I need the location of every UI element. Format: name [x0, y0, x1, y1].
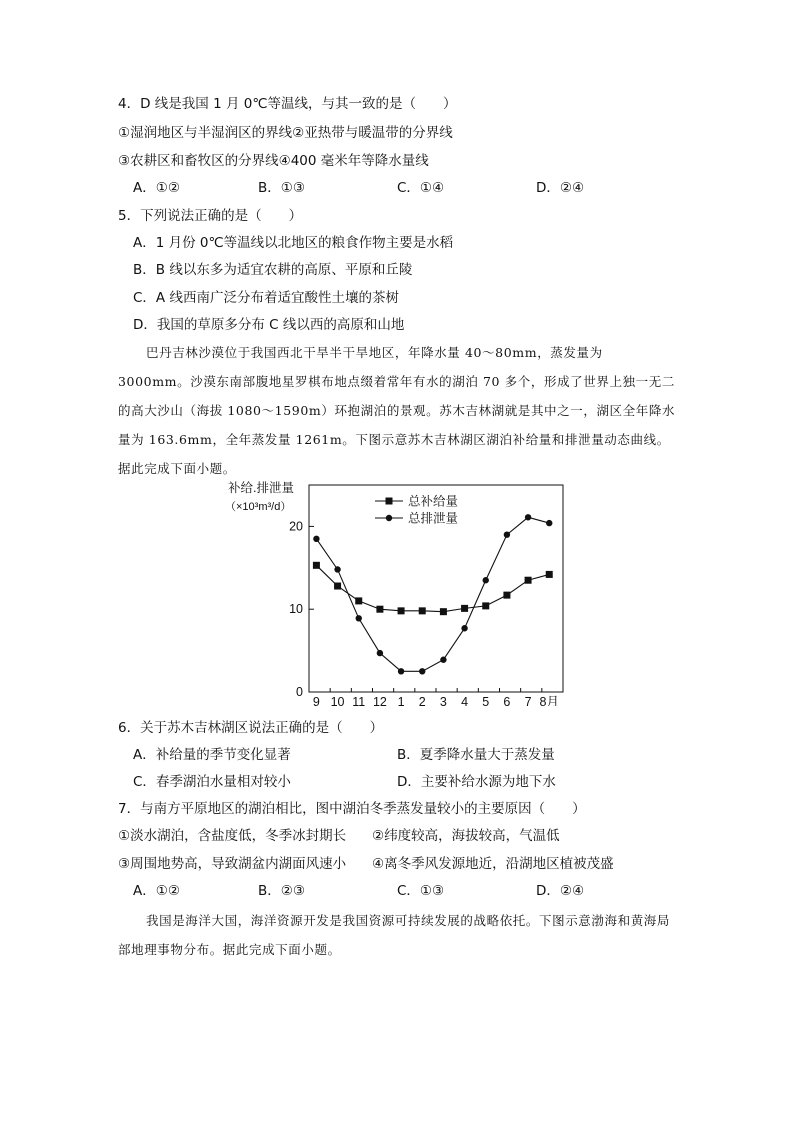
x-tick-label: 10	[330, 695, 345, 706]
q4-option-a: A．①②	[133, 180, 180, 196]
y-tick-label: 0	[296, 685, 303, 699]
recharge-point	[334, 583, 341, 590]
q4-statement-line-2: ③农耕区和畜牧区的分界线④400 毫米年等降水量线	[118, 153, 429, 169]
discharge-point	[313, 536, 319, 542]
recharge-point	[376, 606, 383, 613]
x-tick-label: 5	[482, 695, 490, 706]
discharge-point	[334, 566, 340, 572]
recharge-point	[313, 562, 320, 569]
q4-option-b: B．①③	[258, 180, 305, 196]
q6-option-b: B．夏季降水量大于蒸发量	[397, 747, 555, 763]
q5-option-c: C．A 线西南广泛分布着适宜酸性土壤的茶树	[133, 290, 399, 306]
recharge-point	[461, 605, 468, 612]
q5-option-d: D．我国的草原多分布 C 线以西的高原和山地	[133, 317, 405, 333]
recharge-point	[398, 607, 405, 614]
x-tick-label: 6	[503, 695, 511, 706]
legend-square-marker	[386, 498, 393, 505]
q7-statement-1: ①淡水湖泊，含盐度低，冬季冰封期长	[118, 828, 347, 844]
q7-stem: 7．与南方平原地区的湖泊相比，图中湖泊冬季蒸发量较小的主要原因（ ）	[118, 801, 586, 817]
discharge-point	[525, 514, 531, 520]
chart-ylabel: 补给.排泄量	[228, 481, 294, 495]
x-tick-label: 12	[372, 695, 387, 706]
q6-option-c: C．春季湖泊水量相对较小	[133, 774, 291, 790]
legend-label: 总补给量	[408, 494, 459, 509]
recharge-point	[440, 608, 447, 615]
discharge-point	[483, 577, 489, 583]
discharge-point	[461, 625, 467, 631]
q4-stem: 4．D 线是我国 1 月 0℃等温线，与其一致的是（ ）	[118, 96, 457, 112]
q5-option-a: A．1 月份 0℃等温线以北地区的粮食作物主要是水稻	[133, 235, 454, 251]
y-tick-label: 20	[289, 519, 303, 534]
q4-option-c: C．①④	[397, 180, 445, 196]
x-tick-label: 3	[439, 695, 447, 706]
legend-circle-marker	[386, 515, 392, 521]
recharge-point	[419, 607, 426, 614]
recharge-point	[546, 571, 553, 578]
series-line-total-discharge	[316, 517, 549, 671]
y-tick-label: 10	[289, 602, 303, 617]
q7-statement-4: ④离冬季风发源地近，沿湖地区植被茂盛	[372, 856, 614, 872]
q5-option-b: B．B 线以东多为适宜农耕的高原、平原和丘陵	[133, 262, 413, 278]
recharge-point	[503, 592, 510, 599]
discharge-point	[419, 668, 425, 674]
reading-passage-2: 我国是海洋大国，海洋资源开发是我国资源可持续发展的战略依托。下图示意渤海和黄海局部地理事物分布。据此完成下面小题。	[118, 913, 671, 957]
x-tick-label: 7	[524, 695, 532, 706]
q6-stem: 6．关于苏木吉林湖区说法正确的是（ ）	[118, 720, 384, 736]
lake-recharge-discharge-chart	[225, 476, 575, 706]
chart-legend	[375, 494, 458, 526]
q7-statement-3: ③周围地势高，导致湖盆内湖面风速小	[118, 856, 347, 872]
q5-stem: 5．下列说法正确的是（ ）	[118, 208, 303, 224]
q4-statement-line-1: ①湿润地区与半湿润区的界线②亚热带与暖温带的分界线	[118, 125, 453, 141]
discharge-point	[504, 531, 510, 537]
x-tick-label: 9	[312, 695, 320, 706]
recharge-point	[482, 602, 489, 609]
x-tick-label: 2	[418, 695, 426, 706]
q6-option-d: D．主要补给水源为地下水	[397, 774, 556, 790]
q7-option-d: D．②④	[536, 883, 585, 899]
reading-passage-1: 巴丹吉林沙漠位于我国西北干旱半干旱地区，年降水量 40～80mm，蒸发量为 3000mm。沙漠东南部腹地星罗棋布地点缀着常年有水的湖泊 70 多个，形成了世界上独一无二的高大沙山（海拔 1080～1590m）环抱湖泊的景观。苏木吉林湖就是其中之一，湖区全年降水量为 163.6mm，全年蒸发量 1261m。下图示意苏木吉林湖区湖泊补给量和排泄量动态曲线。据此完成下面小题。	[118, 345, 676, 476]
chart-yunit: （×10³m³/d）	[225, 501, 292, 513]
discharge-point	[440, 657, 446, 663]
x-tick-label: 4	[461, 695, 469, 706]
x-tick-label: 1	[397, 695, 405, 706]
q6-option-a: A．补给量的季节变化显著	[133, 747, 291, 763]
recharge-point	[525, 577, 532, 584]
q7-option-b: B．②③	[258, 883, 305, 899]
legend-label: 总排泄量	[408, 511, 459, 526]
q7-option-a: A．①②	[133, 883, 180, 899]
recharge-point	[355, 597, 362, 604]
x-tick-label: 11	[352, 695, 366, 706]
series-line-total-recharge	[316, 565, 549, 611]
q7-statement-2: ②纬度较高，海拔较高，气温低	[372, 828, 560, 844]
q7-option-c: C．①③	[397, 883, 445, 899]
discharge-point	[398, 668, 404, 674]
discharge-point	[377, 650, 383, 656]
q4-option-d: D．②④	[536, 180, 585, 196]
discharge-point	[546, 520, 552, 526]
x-tick-label: 8月	[539, 695, 559, 706]
discharge-point	[356, 615, 362, 621]
